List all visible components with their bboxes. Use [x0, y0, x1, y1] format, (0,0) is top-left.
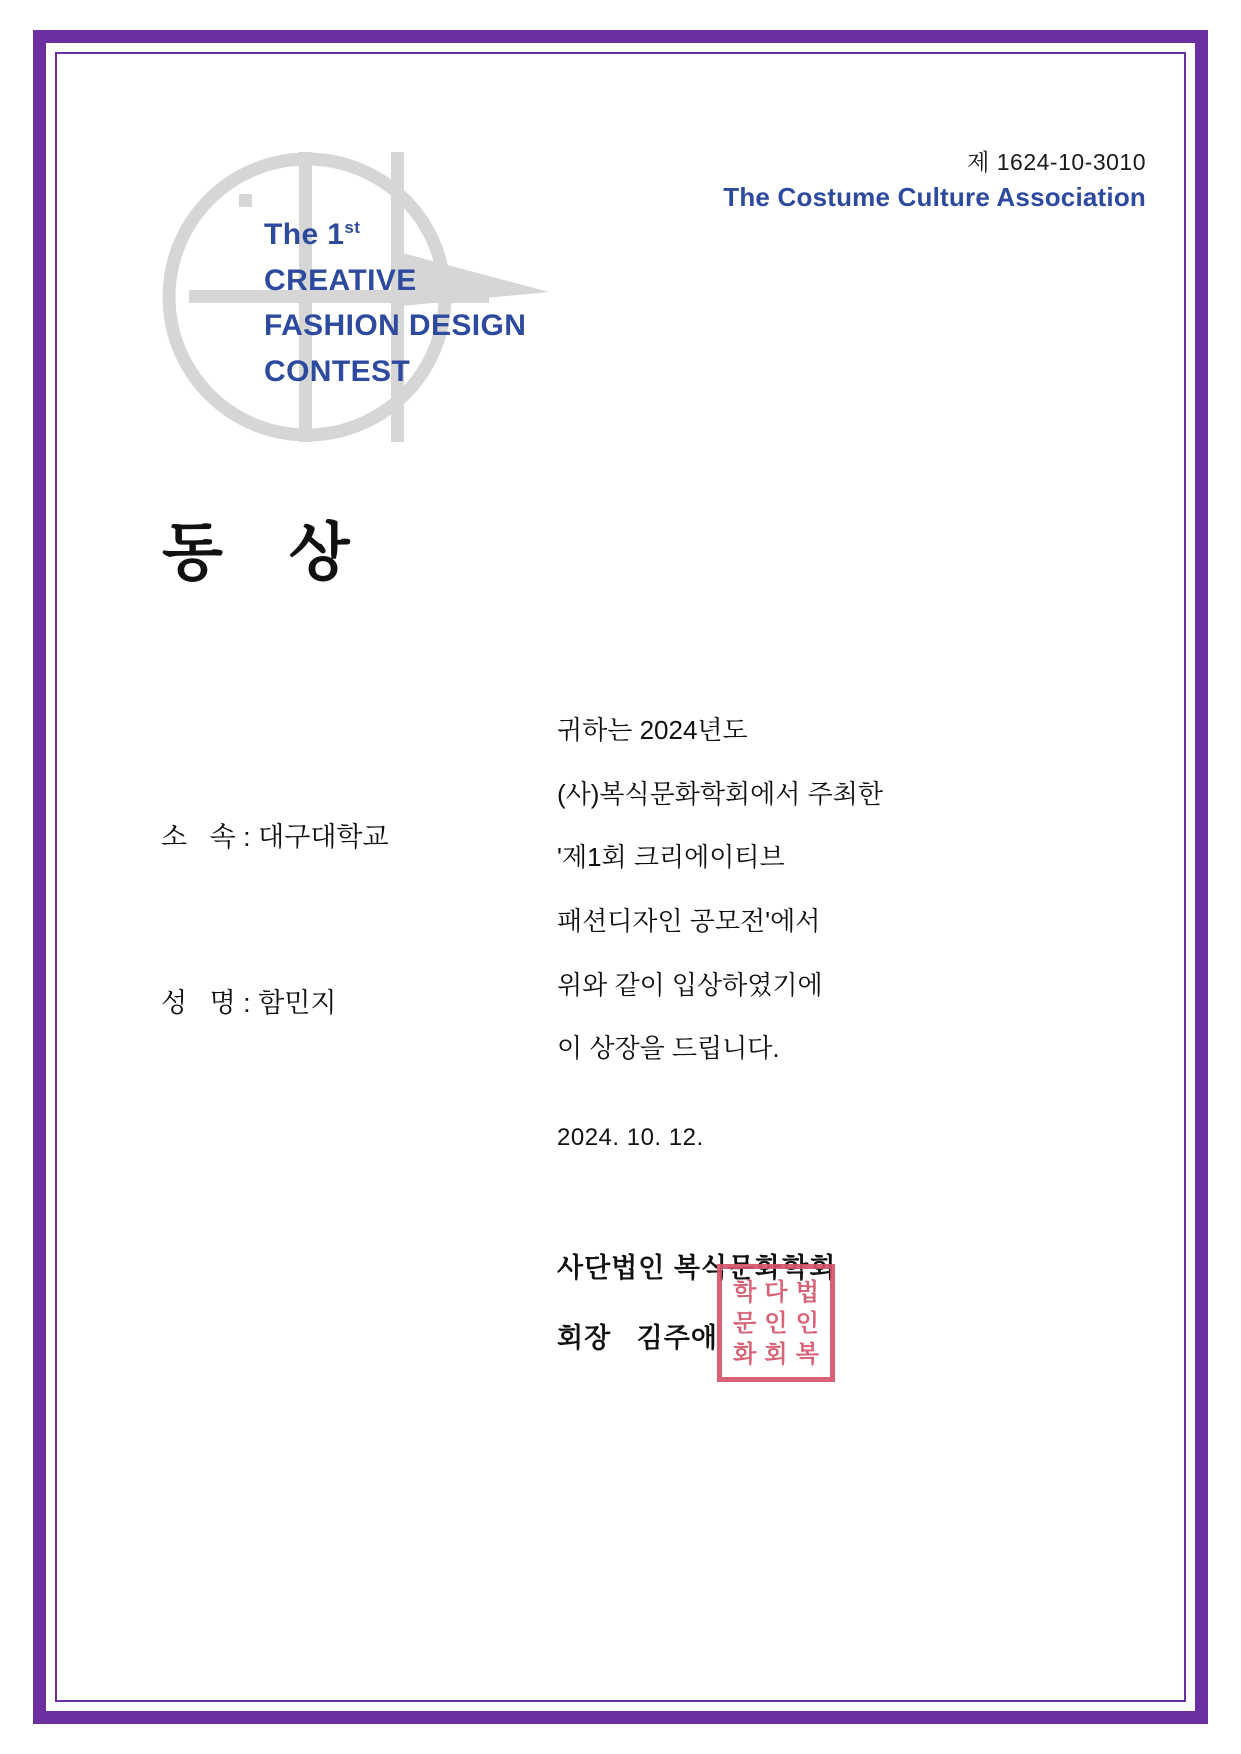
logo-line-4: CONTEST [264, 354, 411, 388]
contest-logo [129, 132, 549, 462]
seal-character: 인 [795, 1308, 819, 1337]
citation-line: (사)복식문화학회에서 주최한 [557, 778, 883, 809]
official-seal [717, 1264, 835, 1382]
signature-organization: 사단법인 복식문화학회 [557, 1253, 837, 1283]
citation-line: 패션디자인 공모전'에서 [557, 906, 821, 937]
citation-line: 위와 같이 입상하였기에 [557, 969, 823, 1000]
citation-line: 귀하는 2024년도 [557, 715, 748, 745]
seal-character: 문 [733, 1308, 757, 1337]
logo-line-3: FASHION DESIGN [264, 309, 527, 343]
citation-line: 이 상장을 드립니다. [557, 1033, 780, 1064]
certificate-content [57, 54, 1184, 1700]
logo-line-2: CREATIVE [264, 263, 417, 297]
recipient-name: 성 명 : 함민지 [161, 987, 337, 1018]
seal-character: 화 [733, 1340, 757, 1369]
seal-character: 다 [764, 1277, 788, 1306]
seal-character-grid [729, 1276, 823, 1370]
recipient-affiliation: 소 속 : 대구대학교 [161, 821, 389, 852]
seal-character: 회 [764, 1340, 788, 1369]
logo-line-1: The 1st [264, 218, 361, 251]
citation-line: '제1회 크리에이티브 [557, 842, 785, 873]
seal-character: 법 [795, 1277, 819, 1306]
signature-title-name: 회장 김주애 [557, 1323, 718, 1353]
logo-ordinal-suffix: st [344, 218, 361, 237]
association-name-english: The Costume Culture Association [723, 182, 1146, 212]
award-title: 동 상 [162, 516, 372, 589]
seal-character: 복 [795, 1340, 819, 1369]
document-number: 제 1624-10-3010 [967, 149, 1146, 175]
seal-character: 인 [764, 1308, 788, 1337]
recipient-block [161, 699, 389, 1142]
issue-date: 2024. 10. 12. [557, 1124, 704, 1151]
citation-body [557, 699, 1017, 1081]
seal-character: 학 [733, 1277, 757, 1306]
logo-text-block [264, 212, 526, 394]
